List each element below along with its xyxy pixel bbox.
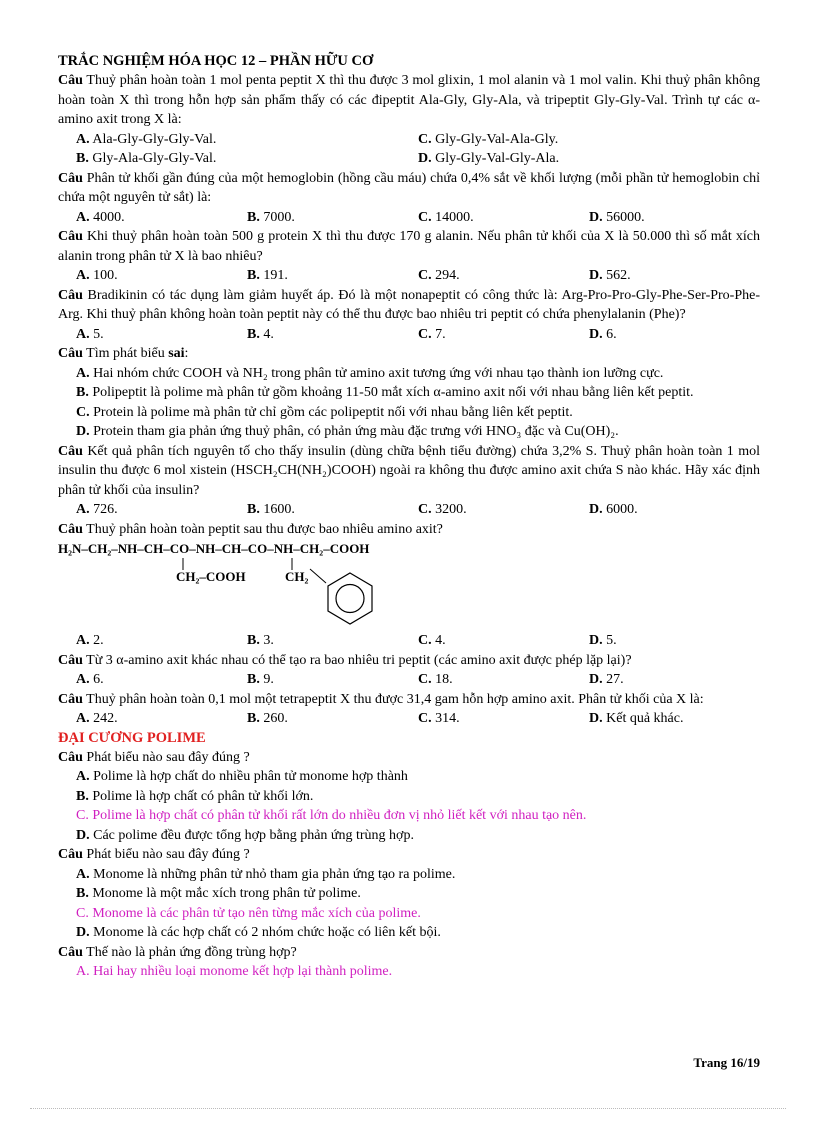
option-d-row bbox=[58, 923, 760, 943]
option-d: 6000. bbox=[606, 502, 638, 517]
option-letter: A. bbox=[76, 502, 90, 517]
option-letter: D. bbox=[418, 151, 432, 166]
option-letter: B. bbox=[76, 788, 89, 804]
option-letter: B. bbox=[76, 151, 89, 166]
question-8 bbox=[58, 651, 760, 671]
options-row bbox=[58, 500, 760, 520]
option-a: Monome là những phân tử nhỏ tham gia phản ứng tạo ra polime. bbox=[93, 866, 456, 882]
options-row bbox=[58, 208, 760, 228]
option-letter: D. bbox=[589, 672, 603, 687]
colon: : bbox=[184, 346, 189, 361]
option-d: Monome là các hợp chất có 2 nhóm chức hoặc có liên kết bội. bbox=[93, 925, 441, 940]
option-d-row bbox=[58, 422, 760, 442]
question-5 bbox=[58, 344, 760, 364]
option-a: 2. bbox=[93, 633, 104, 648]
option-c: Monome là các phân tử tạo nên từng mắc xích của polime. bbox=[92, 905, 421, 921]
option-c: 314. bbox=[435, 711, 460, 726]
question-text: Từ 3 α-amino axit khác nhau có thể tạo ra bao nhiêu tri peptit (các amino axit được phép lặp lại)? bbox=[86, 652, 632, 668]
option-letter: A. bbox=[76, 866, 90, 882]
option-c-row-correct bbox=[58, 904, 760, 924]
option-a: Hai nhóm chức COOH và NH₂ trong phân tử amino axit tương ứng với nhau tạo thành ion lưỡng cực. bbox=[93, 365, 664, 381]
question-label: Câu bbox=[58, 691, 83, 707]
option-b: 9. bbox=[263, 672, 274, 687]
option-letter: A. bbox=[76, 131, 90, 147]
option-a-row bbox=[58, 364, 760, 384]
formula-side-chain-1: CH₂–COOH bbox=[176, 569, 246, 584]
option-c-row bbox=[58, 403, 760, 423]
option-letter: B. bbox=[76, 886, 89, 901]
option-letter: B. bbox=[247, 326, 260, 342]
option-letter: A. bbox=[76, 365, 90, 381]
question-6 bbox=[58, 442, 760, 501]
question-text: Thế nào là phản ứng đồng trùng hợp? bbox=[86, 944, 297, 960]
option-b: 7000. bbox=[263, 209, 295, 225]
formula-side-chain-2: CH₂ bbox=[285, 569, 309, 584]
question-label: Câu bbox=[58, 73, 83, 88]
option-a-row-correct bbox=[58, 962, 760, 982]
option-c: Gly-Gly-Val-Ala-Gly. bbox=[435, 131, 559, 147]
option-d: Gly-Gly-Val-Gly-Ala. bbox=[435, 151, 560, 166]
option-letter: B. bbox=[247, 209, 260, 225]
question-text: Phát biểu nào sau đây đúng ? bbox=[86, 847, 250, 862]
option-letter: A. bbox=[76, 326, 90, 342]
question-label: Câu bbox=[58, 521, 83, 537]
option-a: 4000. bbox=[93, 209, 125, 225]
option-letter: C. bbox=[418, 633, 432, 648]
question-text: Thuỷ phân hoàn toàn peptit sau thu được bao nhiêu amino axit? bbox=[86, 521, 443, 537]
option-a: 6. bbox=[93, 672, 104, 687]
option-d: 6. bbox=[606, 326, 617, 342]
question-10 bbox=[58, 748, 760, 768]
option-a: Hai hay nhiều loại monome kết hợp lại thành polime. bbox=[93, 964, 393, 979]
option-b: Polipeptit là polime mà phân tử gồm khoảng 11-50 mắt xích α-amino axit nối với nhau bằng liên kết peptit. bbox=[92, 385, 694, 400]
option-c-row-correct bbox=[58, 806, 760, 826]
formula-bonds bbox=[58, 539, 478, 631]
option-letter: B. bbox=[247, 502, 260, 517]
question-text: Tìm phát biểu bbox=[86, 346, 165, 361]
option-c: 3200. bbox=[435, 502, 467, 517]
question-text: Thuỷ phân hoàn toàn 0,1 mol một tetrapeptit X thu được 31,4 gam hỗn hợp amino axit. Phân tử khối của X là: bbox=[86, 691, 704, 707]
question-11 bbox=[58, 845, 760, 865]
option-letter: B. bbox=[247, 672, 260, 687]
option-letter: C. bbox=[418, 131, 432, 147]
option-letter: A. bbox=[76, 672, 90, 687]
question-label: Câu bbox=[58, 287, 83, 303]
option-letter: C. bbox=[76, 808, 89, 823]
option-b-row bbox=[58, 383, 760, 403]
question-7 bbox=[58, 520, 760, 540]
page-bottom-divider bbox=[30, 1108, 786, 1109]
peptide-structure bbox=[58, 539, 760, 631]
option-b: Monome là một mắc xích trong phân tử polime. bbox=[92, 886, 361, 901]
option-letter: B. bbox=[247, 633, 260, 648]
option-a: 726. bbox=[93, 502, 118, 517]
option-letter: D. bbox=[589, 326, 603, 342]
option-d: 5. bbox=[606, 633, 617, 648]
option-c: 14000. bbox=[435, 209, 474, 225]
option-a: Polime là hợp chất do nhiều phân tử monome hợp thành bbox=[93, 769, 408, 784]
question-label: Câu bbox=[58, 443, 83, 459]
option-a-row bbox=[58, 767, 760, 787]
option-letter: C. bbox=[418, 711, 432, 726]
question-text: Bradikinin có tác dụng làm giảm huyết áp. Đó là một nonapeptit có công thức là: Arg-Pro-Pro-Gly-Phe-Ser-Pro-Phe-Arg. Khi thuỷ phân không hoàn toàn peptit này có thể thu được bao nhiêu tri peptit có chứa phenylalanin (Phe)? bbox=[58, 287, 760, 322]
options-row bbox=[58, 325, 760, 345]
option-d: 562. bbox=[606, 268, 631, 283]
option-letter: A. bbox=[76, 633, 90, 648]
question-2 bbox=[58, 169, 760, 208]
question-label: Câu bbox=[58, 229, 83, 244]
options-row bbox=[58, 130, 760, 150]
options-row bbox=[58, 149, 760, 169]
option-a-row bbox=[58, 865, 760, 885]
question-label: Câu bbox=[58, 944, 83, 960]
option-b: 260. bbox=[263, 711, 288, 726]
question-9 bbox=[58, 690, 760, 710]
option-letter: B. bbox=[247, 711, 260, 726]
option-a: 5. bbox=[93, 326, 104, 342]
option-c: 294. bbox=[435, 268, 460, 283]
option-letter: A. bbox=[76, 964, 90, 979]
option-letter: C. bbox=[418, 672, 432, 687]
formula-main-chain: H₂N–CH₂–NH–CH–CO–NH–CH–CO–NH–CH₂–COOH bbox=[58, 541, 370, 556]
page-number: Trang 16/19 bbox=[693, 1055, 760, 1070]
section-title: ĐẠI CƯƠNG POLIME bbox=[58, 729, 206, 746]
question-text: Khi thuỷ phân hoàn toàn 500 g protein X thì thu được 170 g alanin. Nếu phân tử khối của X là 50.000 thì số mắt xích alanin trong phân tử X là bao nhiêu? bbox=[58, 229, 760, 264]
option-letter: D. bbox=[589, 633, 603, 648]
options-row bbox=[58, 670, 760, 690]
option-letter: D. bbox=[76, 827, 90, 843]
option-letter: B. bbox=[247, 268, 260, 283]
option-letter: A. bbox=[76, 268, 90, 283]
option-letter: D. bbox=[589, 268, 603, 283]
options-row bbox=[58, 266, 760, 286]
option-b: 191. bbox=[263, 268, 288, 283]
option-c: 7. bbox=[435, 326, 446, 342]
option-d-row bbox=[58, 826, 760, 846]
question-text: Thuỷ phân hoàn toàn 1 mol penta peptit X thì thu được 3 mol glixin, 1 mol alanin và 1 mol valin. Khi thuỷ phân không hoàn toàn X thì trong hỗn hợp sản phẩm thấy có các đipeptit Ala-Gly, Gly-Ala, và tripeptit Gly-Gly-Val. Trình tự các α-amino axit trong X là: bbox=[58, 73, 760, 127]
option-b-row bbox=[58, 884, 760, 904]
question-label: Câu bbox=[58, 170, 83, 186]
option-b-row bbox=[58, 787, 760, 807]
option-b: 3. bbox=[263, 633, 274, 648]
document-title: TRẮC NGHIỆM HÓA HỌC 12 – PHẦN HỮU CƠ bbox=[58, 53, 374, 69]
option-letter: C. bbox=[76, 404, 90, 420]
option-b: 1600. bbox=[263, 502, 295, 517]
question-label: Câu bbox=[58, 847, 83, 862]
option-c: 4. bbox=[435, 633, 446, 648]
question-12 bbox=[58, 943, 760, 963]
option-letter: A. bbox=[76, 209, 90, 225]
option-letter: D. bbox=[589, 711, 603, 726]
question-label: Câu bbox=[58, 346, 83, 361]
option-c: Polime là hợp chất có phân tử khối rất lớn do nhiều đơn vị nhỏ liết kết với nhau tạo nên. bbox=[92, 808, 587, 823]
option-b: 4. bbox=[263, 326, 274, 342]
option-c: 18. bbox=[435, 672, 453, 687]
document-page bbox=[58, 52, 760, 982]
emphasis-word: sai bbox=[168, 346, 185, 361]
benzene-ring bbox=[328, 573, 372, 624]
option-letter: C. bbox=[418, 502, 432, 517]
question-4 bbox=[58, 286, 760, 325]
option-c: Protein là polime mà phân tử chỉ gồm các polipeptit nối với nhau bằng liên kết peptit. bbox=[93, 404, 573, 420]
question-text: Phân tử khối gần đúng của một hemoglobin (hồng cầu máu) chứa 0,4% sắt về khối lượng (mỗi phần tử hemoglobin chỉ chứa một nguyên tử sắt) là: bbox=[58, 170, 761, 205]
option-letter: D. bbox=[76, 424, 90, 439]
option-letter: A. bbox=[76, 711, 90, 726]
question-3 bbox=[58, 227, 760, 266]
option-letter: C. bbox=[418, 326, 432, 342]
option-a: 242. bbox=[93, 711, 118, 726]
question-label: Câu bbox=[58, 652, 83, 668]
option-letter: B. bbox=[76, 385, 89, 400]
option-b: Gly-Ala-Gly-Gly-Val. bbox=[92, 151, 217, 166]
option-d: Protein tham gia phản ứng thuỷ phân, có phản ứng màu đặc trưng với HNO₃ đặc và Cu(OH)₂. bbox=[93, 424, 619, 439]
question-label: Câu bbox=[58, 749, 83, 765]
option-d: 56000. bbox=[606, 209, 645, 225]
option-a: 100. bbox=[93, 268, 118, 283]
option-a: Ala-Gly-Gly-Gly-Val. bbox=[92, 131, 217, 147]
option-letter: D. bbox=[76, 925, 90, 940]
option-letter: D. bbox=[589, 502, 603, 517]
question-text: Phát biểu nào sau đây đúng ? bbox=[86, 749, 250, 765]
question-text: Kết quả phân tích nguyên tố cho thấy insulin (dùng chữa bệnh tiểu đường) chứa 3,2% S. Thuỷ phân hoàn toàn 1 mol insulin thu được 6 mol xistein (HSCH₂CH(NH₂)COOH) ngoài ra không thu được amino axit chứa S nào khác. Hãy xác định phân tử khối của insulin? bbox=[58, 443, 760, 498]
option-letter: A. bbox=[76, 769, 90, 784]
option-letter: C. bbox=[418, 209, 432, 225]
options-row bbox=[58, 631, 760, 651]
option-letter: C. bbox=[418, 268, 432, 283]
option-letter: D. bbox=[589, 209, 603, 225]
options-row bbox=[58, 709, 760, 729]
option-letter: C. bbox=[76, 905, 89, 921]
option-b: Polime là hợp chất có phân tử khối lớn. bbox=[92, 788, 314, 804]
option-d: Các polime đều được tổng hợp bằng phản ứng trùng hợp. bbox=[93, 827, 414, 843]
option-d: 27. bbox=[606, 672, 624, 687]
question-1 bbox=[58, 71, 760, 130]
option-d: Kết quả khác. bbox=[606, 711, 684, 726]
